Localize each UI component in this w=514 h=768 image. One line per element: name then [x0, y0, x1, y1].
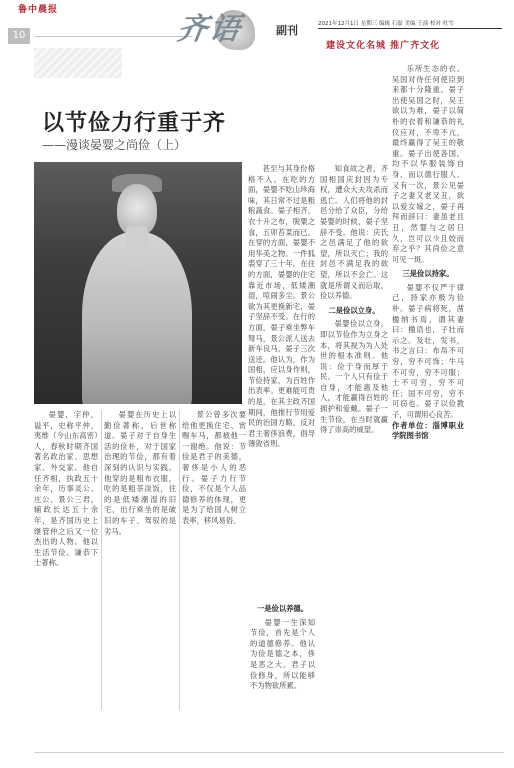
- bottom-rule: [34, 752, 504, 753]
- section-heading: 一是俭以养德。: [256, 604, 309, 613]
- article-column-3: [182, 410, 246, 710]
- article-column-2: [104, 410, 176, 710]
- header-rule: [318, 28, 502, 29]
- paragraph: 晏婴在历史上以勤俭著称，后世称道。晏子对于自身生活的俭朴，对于国家治理的节俭，都有着深刻的认识与实践。他穿的是粗布衣服，吃的是粗茶淡饭，住的是低矮潮湿的旧宅，出行乘坐的是破旧的车子、驾驭的是劣马。: [104, 410, 176, 536]
- article-column-6: [320, 164, 388, 750]
- article-title: 以节俭力行重于齐: [42, 111, 227, 136]
- paragraph: 晏婴一生深知节俭，首先是个人的道德修养。他认为俭是德之本，侈是恶之大。君子以俭修身，所以能够不为物欲所累。: [250, 617, 315, 691]
- decorative-wave-graphic: [34, 48, 122, 78]
- statue-beard-shape: [126, 226, 148, 266]
- article-column-5: [250, 600, 315, 750]
- statue-photo: [34, 162, 242, 404]
- paragraph: 知食故之者，齐国相国庆封因为专权，遭众大夫攻杀而逃亡。人们将他的封邑分给了众臣，分给晏婴的时候，晏子坚辞不受。他说：庆氏之邑满足了他的欲望，所以灭亡；我的封邑不满足我的欲望，所以不会亡。这就是所谓义而后取，俭以养德。: [320, 164, 388, 301]
- paragraph: 乐所生态的衣。吴国对待任何使臣到来都十分隆重。晏子出使吴国之时，吴王欲以为难，晏子以简朴的衣着和谦恭的礼仪应对，不卑不亢，最终赢得了吴王的敬重。晏子出使各国，均不以华服装饰自身，而以德行服人。又有一次，景公见晏子之妻又老又丑，欲以爱女嫁之，晏子再拜而辞曰：妻虽老且丑，然婴与之居日久，岂可以少且姣而弃之乎？其尚俭之意可见一斑。: [392, 64, 464, 264]
- paragraph: 景公曾多次要给他更换住宅、赏赐车马，都被他一一谢绝。他说：节俭是君子的美德，奢侈是小人的恶行。晏子力行节俭，不仅是个人品德修养的体现，更是为了给国人树立表率，移风易俗。: [182, 410, 246, 525]
- top-divider: [34, 36, 192, 37]
- article-column-4: [248, 164, 315, 592]
- masthead: 鲁中晨报: [18, 5, 59, 15]
- section-heading: 三是俭以持家。: [402, 269, 454, 279]
- column-divider: [179, 410, 180, 710]
- article-column-1: [34, 410, 98, 710]
- article-column-7: [392, 64, 464, 750]
- column-name: 齐语: [175, 12, 244, 47]
- paragraph: 甚至与其身份格格不入。在吃的方面，晏婴不吃山珍海味，其日常不过是粗粮蔬食。晏子相齐，衣十升之布，脱粟之食，五卯苔菜而已。在穿的方面，晏婴不用华美之物。一件狐裘穿了三十年。在住的方面，晏婴的住宅靠近市场，低矮潮湿，喧闹多尘。景公欲为其更换新宅，晏子坚辞不受。在行的方面，晏子乘坐弊车驽马，景公派人送去新车良马，晏子三次送还。他认为，作为国相，应以身作则，节俭持家，为百姓作出表率。更难能可贵的是，在其主政齐国期间，他推行节用爱民的治国方略，反对君主奢侈浪费，倡导薄敛省刑。: [248, 164, 315, 449]
- article-subtitle: ——漫谈晏婴之尚俭（上）: [42, 138, 187, 152]
- dateline: 2021年12月1日 星期三 编辑 石磊 美编 王演 校对 杜雪: [318, 21, 454, 27]
- slogan: 建设文化名城 推广齐文化: [326, 41, 441, 51]
- paragraph: 晏婴俭以立身，即以节俭作为立身之本，将其视为为人处世的根本准则。他说：俭于身而厚于民。一个人只有俭于自身，才能惠及他人，才能赢得百姓的拥护和爱戴。晏子一生节俭，在当时就赢得了崇高的威望。: [320, 319, 388, 435]
- paragraph: 晏婴不仅严于律己，持家亦极为俭朴。晏子病将死，凿楹纳书焉，谓其妻曰：楹语也，子壮而示之。及壮，发书，书之言曰：布帛不可穷，穷不可饰；牛马不可穷，穷不可服；士不可穷，穷不可任；国不可穷，穷不可窃也。晏子以俭教子，可谓用心良苦。: [392, 282, 464, 419]
- author-byline: 作者单位：淄博职业学院图书馆: [392, 420, 464, 441]
- page-number: 10: [8, 28, 30, 44]
- section-label: 副刊: [276, 24, 298, 37]
- column-divider: [101, 410, 102, 710]
- section-heading: 二是俭以立身。: [328, 305, 380, 315]
- paragraph: 晏婴，字仲，谥平，史称平仲，夷维（今山东高密）人，春秋时期齐国著名政治家、思想家、外交家。他自任齐相，执政五十余年，历事灵公、庄公、景公三君，辅政长达五十余年，是齐国历史上继管仲之后又一位杰出的人物。他以生活节俭、谦恭下士著称。: [34, 410, 98, 568]
